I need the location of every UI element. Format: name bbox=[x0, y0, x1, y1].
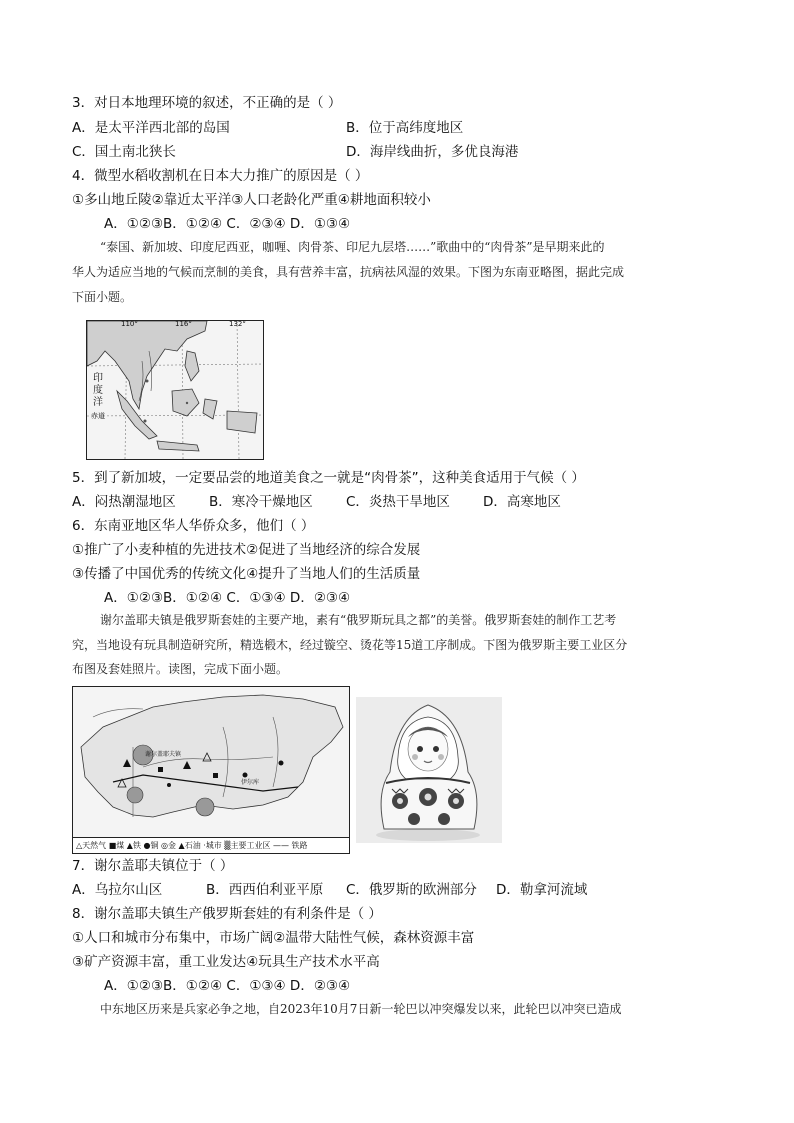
q5-option-a: A．闷热潮湿地区 bbox=[72, 494, 176, 510]
matryoshka-drawing bbox=[356, 697, 502, 843]
russia-industry-map bbox=[72, 686, 350, 854]
map-ocean-label: 洋 bbox=[93, 397, 103, 408]
map-ocean-label: 度 bbox=[93, 385, 103, 396]
q5-option-c: C．炎热干旱地区 bbox=[346, 494, 450, 510]
sergiev-posad-label: 谢尔盖耶夫镇 bbox=[145, 751, 182, 758]
passage2-line3: 布图及套娃照片。读图，完成下面小题。 bbox=[72, 662, 289, 676]
q4-stem: 4．微型水稻收割机在日本大力推广的原因是（ ） bbox=[72, 168, 369, 184]
q8-statements-1: ①人口和城市分布集中，市场广阔②温带大陆性气候，森林资源丰富 bbox=[72, 930, 475, 946]
q8-statements-2: ③矿产资源丰富，重工业发达④玩具生产技术水平高 bbox=[72, 954, 380, 970]
q6-statements-1: ①推广了小麦种植的先进技术②促进了当地经济的综合发展 bbox=[72, 542, 421, 558]
q7-option-b: B．西西伯利亚平原 bbox=[206, 882, 324, 898]
q3-option-d: D．海岸线曲折，多优良海港 bbox=[346, 144, 519, 160]
passage3-line1: 中东地区历来是兵家必争之地，自2023年10月7日新一轮巴以冲突爆发以来，此轮巴以冲突已造成 bbox=[100, 1002, 622, 1016]
southeast-asia-map-drawing bbox=[87, 321, 263, 459]
map-lon-label: 110° bbox=[121, 320, 138, 328]
q6-statements-2: ③传播了中国优秀的传统文化④提升了当地人们的生活质量 bbox=[72, 566, 421, 582]
q6-stem: 6．东南亚地区华人华侨众多，他们（ ） bbox=[72, 518, 315, 534]
russia-industry-map-drawing bbox=[73, 687, 349, 853]
q7-option-c: C．俄罗斯的欧洲部分 bbox=[346, 882, 477, 898]
q4-statements: ①多山地丘陵②靠近太平洋③人口老龄化严重④耕地面积较小 bbox=[72, 192, 431, 208]
irkutsk-label: 伊尔库 bbox=[241, 779, 260, 786]
q3-option-b: B．位于高纬度地区 bbox=[346, 120, 464, 136]
q7-option-d: D．勒拿河流域 bbox=[496, 882, 588, 898]
map-equator-label: 赤道 bbox=[91, 412, 105, 420]
map-ocean-label: 印 bbox=[93, 373, 103, 384]
passage2-line2: 究，当地设有玩具制造研究所，精选椴木，经过镟空、烫花等15道工序制成。下图为俄罗斯主要工业区分 bbox=[72, 638, 628, 652]
q3-stem: 3．对日本地理环境的叙述，不正确的是（ ） bbox=[72, 95, 342, 111]
passage1-line1: “泰国、新加坡、印度尼西亚，咖喱、肉骨茶、印尼九层塔……”歌曲中的“肉骨茶”是早期来此的 bbox=[100, 240, 605, 254]
map-lon-label: 132° bbox=[229, 320, 246, 328]
q3-option-c: C．国土南北狭长 bbox=[72, 144, 176, 160]
map-legend-bar bbox=[73, 837, 349, 854]
q3-option-a: A．是太平洋西北部的岛国 bbox=[72, 120, 230, 136]
q5-option-b: B．寒冷干燥地区 bbox=[209, 494, 313, 510]
passage2-line1: 谢尔盖耶夫镇是俄罗斯套娃的主要产地，素有“俄罗斯玩具之都”的美誉。俄罗斯套娃的制作工艺考 bbox=[100, 613, 617, 627]
passage1-line2: 华人为适应当地的气候而烹制的美食，具有营养丰富，抗病祛风湿的效果。下图为东南亚略图，据此完成 bbox=[72, 265, 625, 279]
q7-option-a: A．乌拉尔山区 bbox=[72, 882, 163, 898]
map-lon-label: 116° bbox=[175, 320, 192, 328]
q4-options: A．①②③B．①②④ C．②③④ D．①③④ bbox=[104, 216, 351, 232]
southeast-asia-map bbox=[86, 320, 264, 460]
passage1-line3: 下面小题。 bbox=[72, 290, 133, 304]
matryoshka-photo bbox=[356, 697, 502, 843]
q5-option-d: D．高寒地区 bbox=[483, 494, 561, 510]
q5-stem: 5．到了新加坡，一定要品尝的地道美食之一就是“肉骨茶”，这种美食适用于气候（ ） bbox=[72, 470, 585, 486]
q6-options: A．①②③B．①②④ C．①③④ D．②③④ bbox=[104, 590, 351, 606]
q8-stem: 8．谢尔盖耶夫镇生产俄罗斯套娃的有利条件是（ ） bbox=[72, 906, 382, 922]
q7-stem: 7．谢尔盖耶夫镇位于（ ） bbox=[72, 858, 234, 874]
map-legend: △天然气 ■煤 ▲铁 ●铜 ◎金 ▲石油 ·城市 ▒主要工业区 —— 铁路 bbox=[76, 841, 308, 850]
q8-options: A．①②③B．①②④ C．①③④ D．②③④ bbox=[104, 978, 351, 994]
